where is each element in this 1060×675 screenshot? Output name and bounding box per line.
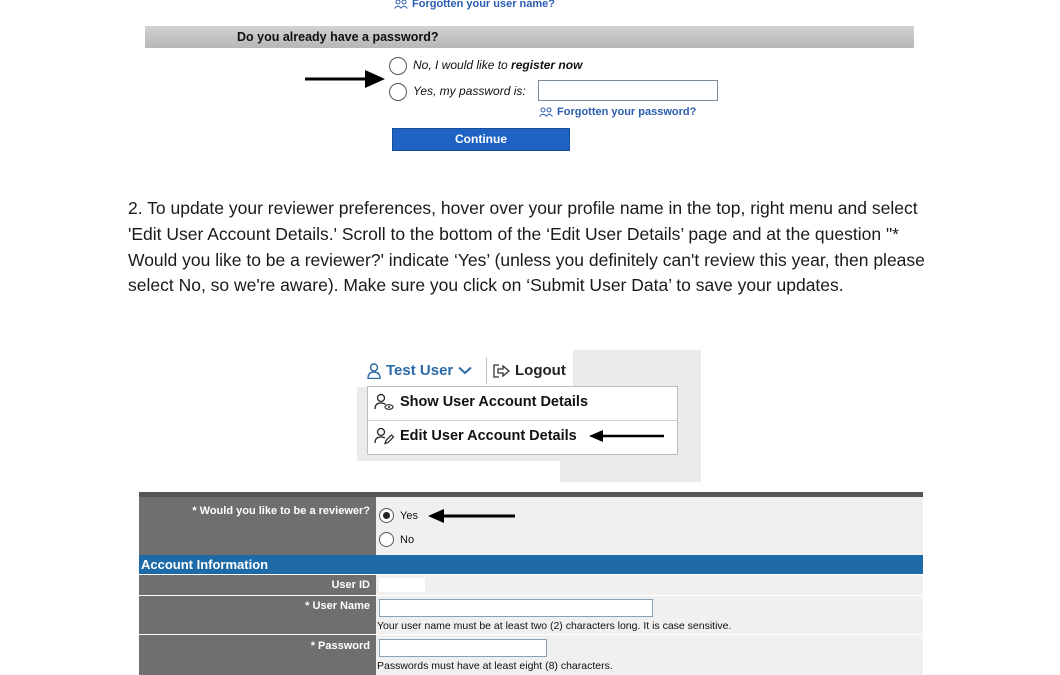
user-id-value-cell (376, 575, 923, 595)
reviewer-yes-radio[interactable] (379, 508, 394, 523)
reviewer-no-label: No (400, 534, 415, 546)
arrow-left-icon (428, 508, 516, 524)
menu-screenshot (357, 350, 701, 482)
arrow-right-icon (305, 68, 387, 90)
arrow-left-icon (589, 429, 665, 443)
register-option-bold: register now (511, 58, 583, 72)
user-id-label: User ID (139, 575, 376, 595)
user-name: Test User (386, 362, 454, 379)
password-radio[interactable] (389, 83, 407, 101)
instruction-paragraph: 2. To update your reviewer preferences, hover over your profile name in the top, right menu and select 'Edit User Account Details.' Scroll to the bottom of the ‘Edit User Details’ page and at the question "* Would you like to be a reviewer?' indicate ‘Yes’ (unless you definitely can't review this year, then please select No, so we're aware). Make sure you click on ‘Submit User Data’ to save your updates. (128, 198, 925, 296)
password-question-bar (145, 26, 914, 48)
continue-button[interactable]: Continue (392, 128, 570, 151)
edit-user-details-label: Edit User Account Details (400, 428, 577, 444)
forgot-password-label: Forgotten your password? (557, 106, 697, 118)
password-option-label: Yes, my password is: (413, 84, 526, 98)
user-view-icon (374, 393, 394, 411)
reviewer-value-cell (376, 497, 923, 555)
register-option-label (413, 58, 582, 72)
user-dropdown (367, 386, 678, 455)
form-screenshot (139, 492, 923, 675)
user-name-input[interactable] (379, 599, 653, 617)
user-name-help: Your user name must be at least two (2) characters long. It is case sensitive. (377, 620, 732, 632)
password-field[interactable] (379, 639, 547, 657)
edit-user-details-item[interactable] (374, 427, 577, 445)
user-name-label: * User Name (139, 596, 376, 634)
user-menu-toggle[interactable] (367, 362, 472, 379)
user-edit-icon (374, 427, 394, 445)
chevron-down-icon (458, 366, 472, 375)
logout-label: Logout (515, 362, 566, 379)
forgot-username-link[interactable] (394, 0, 555, 10)
users-icon (394, 0, 408, 9)
password-help: Passwords must have at least eight (8) characters. (377, 660, 613, 672)
reviewer-yes-label: Yes (400, 510, 418, 522)
reviewer-no-radio[interactable] (379, 532, 394, 547)
password-label: * Password (139, 635, 376, 675)
register-radio[interactable] (389, 57, 407, 75)
users-icon (539, 107, 553, 117)
logout-link[interactable] (493, 362, 566, 379)
menu-separator (486, 358, 487, 384)
show-user-details-item[interactable] (374, 393, 588, 411)
password-input[interactable] (538, 80, 718, 101)
register-option-prefix: No, I would like to (413, 58, 512, 72)
user-icon (367, 363, 381, 379)
menu-bottom-strip (357, 461, 560, 482)
password-question: Do you already have a password? (237, 30, 439, 44)
account-information-header: Account Information (139, 555, 923, 574)
menu-divider (368, 420, 677, 421)
user-id-value (379, 578, 425, 592)
forgot-password-link[interactable] (539, 106, 696, 118)
forgot-username-label: Forgotten your user name? (412, 0, 556, 10)
logout-icon (493, 364, 510, 378)
show-user-details-label: Show User Account Details (400, 394, 589, 410)
reviewer-question-label: * Would you like to be a reviewer? (139, 497, 376, 555)
